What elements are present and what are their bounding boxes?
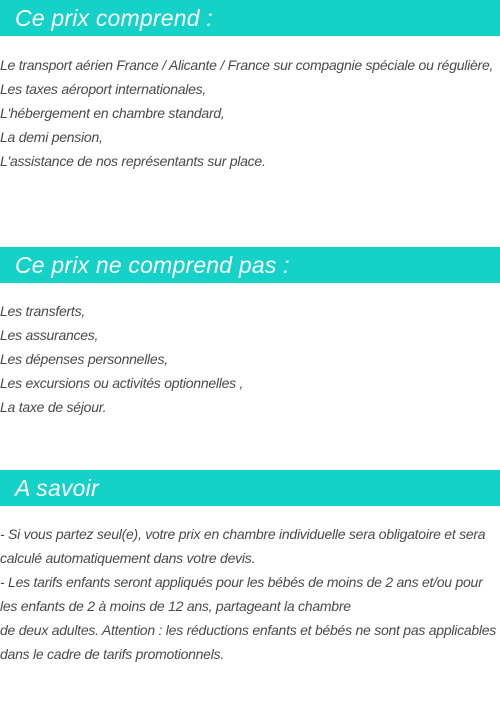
list-item: de deux adultes. Attention : les réductions enfants et bébés ne sont pas applicables dans le cadre de tarifs promotionnels. [0, 622, 497, 662]
list-item: La demi pension, [0, 129, 103, 145]
section-banner [0, 0, 500, 36]
section-price-excludes [0, 247, 500, 419]
section-price-includes [0, 0, 500, 173]
section-title: Ce prix comprend : [15, 5, 213, 31]
list-item: - Si vous partez seul(e), votre prix en chambre individuelle sera obligatoire et sera calculé automatiquement dans votre devis. [0, 526, 486, 566]
section-good-to-know [0, 470, 500, 666]
list-item: L'assistance de nos représentants sur place. [0, 153, 266, 169]
section-banner [0, 470, 500, 506]
list-item: L'hébergement en chambre standard, [0, 105, 225, 121]
list-item: La taxe de séjour. [0, 399, 107, 415]
list-item: Les assurances, [0, 327, 99, 343]
info-list [0, 522, 500, 666]
section-title: A savoir [15, 475, 99, 501]
excluded-items-list [0, 299, 500, 419]
list-item: - Les tarifs enfants seront appliqués pour les bébés de moins de 2 ans et/ou pour les enfants de 2 à moins de 12 ans, partageant la chambre [0, 574, 483, 614]
list-item: Les taxes aéroport internationales, [0, 81, 207, 97]
list-item: Le transport aérien France / Alicante / France sur compagnie spéciale ou régulière, [0, 57, 494, 73]
list-item: Les excursions ou activités optionnelles , [0, 375, 244, 391]
list-item: Les transferts, [0, 303, 85, 319]
list-item: Les dépenses personnelles, [0, 351, 168, 367]
included-items-list [0, 53, 500, 173]
section-banner [0, 247, 500, 283]
section-title: Ce prix ne comprend pas : [15, 252, 290, 278]
